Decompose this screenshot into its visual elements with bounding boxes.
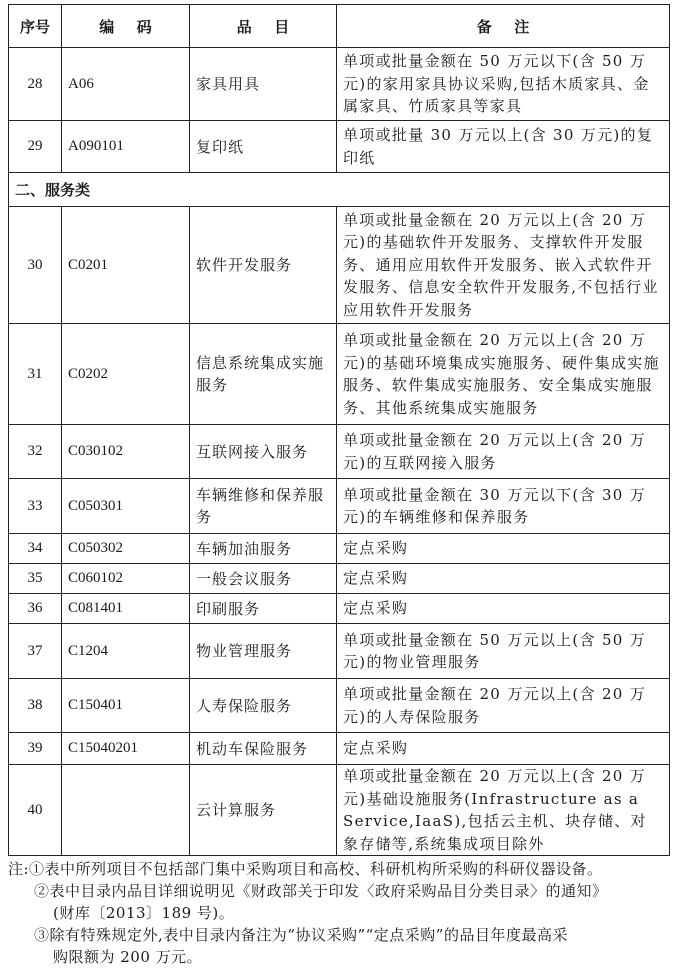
row-seq: 36 <box>9 594 62 624</box>
table-header-row <box>9 5 670 48</box>
row-note: 单项或批量金额在 50 万元以下(含 50 万元)的家用家具协议采购,包括木质家具、金属家具、竹质家具等家具 <box>337 48 670 121</box>
row-note: 单项或批量金额在 20 万元以上(含 20 万元)的基础环境集成实施服务、硬件集成实施服务、软件集成实施服务、安全集成实施服务、其他系统集成实施服务 <box>337 324 670 425</box>
row-seq: 38 <box>9 679 62 733</box>
row-note: 单项或批量金额在 20 万元以上(含 20 万元)的互联网接入服务 <box>337 425 670 479</box>
row-name: 机动车保险服务 <box>190 733 337 765</box>
row-seq: 32 <box>9 425 62 479</box>
row-name: 车辆维修和保养服务 <box>190 479 337 534</box>
table-row <box>9 679 670 733</box>
procurement-catalog-table <box>8 4 670 856</box>
row-name: 云计算服务 <box>190 765 337 856</box>
row-name: 互联网接入服务 <box>190 425 337 479</box>
row-code: A090101 <box>62 121 190 173</box>
row-name: 车辆加油服务 <box>190 534 337 564</box>
row-seq: 34 <box>9 534 62 564</box>
table-row <box>9 534 670 564</box>
table-row <box>9 479 670 534</box>
row-name: 一般会议服务 <box>190 564 337 594</box>
table-row <box>9 48 670 121</box>
table-row <box>9 733 670 765</box>
row-note: 单项或批量金额在 20 万元以上(含 20 万元)的基础软件开发服务、支撑软件开发服务、通用应用软件开发服务、嵌入式软件开发服务、信息安全软件开发服务,不包括行业应用软件开发服务 <box>337 207 670 324</box>
header-note: 备注 <box>337 5 670 48</box>
header-seq: 序号 <box>9 5 62 48</box>
row-code <box>62 765 190 856</box>
row-note: 单项或批量金额在 50 万元以上(含 50 万元)的物业管理服务 <box>337 624 670 679</box>
row-seq: 28 <box>9 48 62 121</box>
row-seq: 35 <box>9 564 62 594</box>
row-name: 软件开发服务 <box>190 207 337 324</box>
row-code: C060102 <box>62 564 190 594</box>
footnote-3: ③除有特殊规定外,表中目录内备注为“协议采购”“定点采购”的品目年度最高采 <box>34 926 568 944</box>
row-code: A06 <box>62 48 190 121</box>
row-name: 复印纸 <box>190 121 337 173</box>
row-seq: 29 <box>9 121 62 173</box>
row-seq: 30 <box>9 207 62 324</box>
row-seq: 37 <box>9 624 62 679</box>
row-note: 单项或批量金额在 20 万元以上(含 20 万元)基础设施服务(Infrastructure as a Service,IaaS),包括云主机、块存储、对象存储等,系统集成项目除外 <box>337 765 670 856</box>
header-name: 品目 <box>190 5 337 48</box>
row-code: C030102 <box>62 425 190 479</box>
row-code: C15040201 <box>62 733 190 765</box>
row-code: C050301 <box>62 479 190 534</box>
footnote-1: 注:①表中所列项目不包括部门集中采购项目和高校、科研机构所采购的科研仪器设备。 <box>8 860 603 878</box>
header-code: 编码 <box>62 5 190 48</box>
table-row <box>9 594 670 624</box>
row-name: 人寿保险服务 <box>190 679 337 733</box>
row-note: 定点采购 <box>337 594 670 624</box>
footnote-3-continued: 购限额为 200 万元。 <box>53 948 203 966</box>
table-row <box>9 324 670 425</box>
row-code: C0202 <box>62 324 190 425</box>
table-row <box>9 765 670 856</box>
footnote-2-continued: (财库〔2013〕189 号)。 <box>53 904 235 922</box>
row-code: C1204 <box>62 624 190 679</box>
row-note: 单项或批量 30 万元以上(含 30 万元)的复印纸 <box>337 121 670 173</box>
row-note: 单项或批量金额在 20 万元以上(含 20 万元)的人寿保险服务 <box>337 679 670 733</box>
row-note: 定点采购 <box>337 733 670 765</box>
section-row <box>9 173 670 207</box>
table-row <box>9 425 670 479</box>
row-seq: 39 <box>9 733 62 765</box>
row-seq: 40 <box>9 765 62 856</box>
table-row <box>9 624 670 679</box>
row-name: 家具用具 <box>190 48 337 121</box>
row-seq: 33 <box>9 479 62 534</box>
table-footnotes <box>8 858 673 968</box>
row-note: 定点采购 <box>337 534 670 564</box>
footnote-2: ②表中目录内品目详细说明见《财政部关于印发〈政府采购品目分类目录〉的通知》 <box>34 882 608 900</box>
table-row <box>9 207 670 324</box>
row-code: C0201 <box>62 207 190 324</box>
row-code: C150401 <box>62 679 190 733</box>
row-name: 物业管理服务 <box>190 624 337 679</box>
row-code: C081401 <box>62 594 190 624</box>
row-name: 印刷服务 <box>190 594 337 624</box>
row-note: 单项或批量金额在 30 万元以下(含 30 万元)的车辆维修和保养服务 <box>337 479 670 534</box>
table-row <box>9 564 670 594</box>
row-name: 信息系统集成实施服务 <box>190 324 337 425</box>
row-note: 定点采购 <box>337 564 670 594</box>
row-seq: 31 <box>9 324 62 425</box>
table-row <box>9 121 670 173</box>
section-title: 二、服务类 <box>9 173 670 207</box>
row-code: C050302 <box>62 534 190 564</box>
